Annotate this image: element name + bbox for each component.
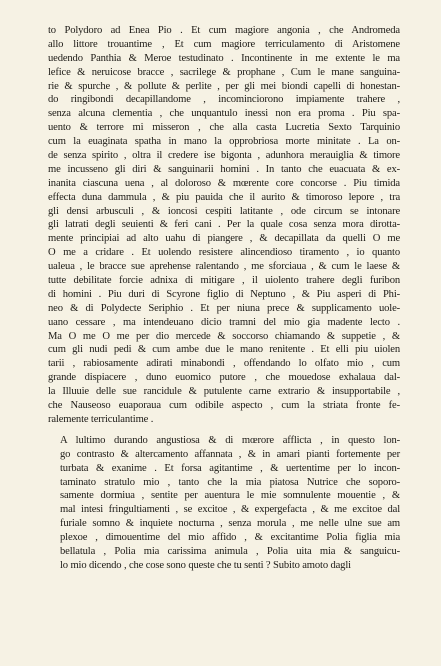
text-line: plexoe , dimouentime del mio affido , & excitantime Polia figlia mia xyxy=(60,532,400,544)
text-line: bellatula , Polia mia carissima animula , Polia uita mia & sanguicu- xyxy=(60,545,400,557)
text-line: uano cessare , ma intendeuano dicio tramni del mio gia madente lecto . xyxy=(48,316,400,328)
text-line: neo & di Polydecte Seriphio . Et per niuna prece & supplicamento uole- xyxy=(48,302,400,314)
text-line: rie & spurche , & pollute & perlite , per gli mei biondi capelli di honestan- xyxy=(48,80,400,92)
text-line: gli latrati degli seuienti & feri cani . Per la quale cosa senza mora dirotta- xyxy=(48,219,400,231)
text-line: cum gli nudi pedi & cum ambe due le mano renitente . Et elli piu uiolen xyxy=(48,344,400,356)
text-line: lefice & neruicose bracce , sacrilege & prophane , Cum le mane sanguina- xyxy=(48,66,400,78)
text-line: ualeua , le bracce sue aprehense ralentando , me sforciaua , & cum le laese & xyxy=(48,261,400,273)
text-line: to Polydoro ad Enea Pio . Et cum magiore angonia , che Andromeda xyxy=(48,25,400,36)
text-line: taminato stratulo mio , tanto che la mia piatosa Nutrice che soporo- xyxy=(60,476,400,488)
text-line: mal intesi fringultiamenti , se excitoe , & expergefacta , & me excitoe dal xyxy=(60,504,400,516)
text-line: allo littore trouantime , Et cum magiore terriculamento di Aristomene xyxy=(48,38,400,50)
text-line: ralemente terriculantime . xyxy=(48,413,154,425)
text-line: O me a cridare . Et uolendo resistere alincendioso tiramento , io quanto xyxy=(48,247,400,259)
paragraph-gap xyxy=(48,427,400,434)
text-line: senza alcuna clementia , che unquantulo inessi non era proma . Piu spa- xyxy=(48,108,400,120)
text-line: di homini . Piu duri di Scyrone figlio di Neptuno , & Piu asperi di Phi- xyxy=(48,288,400,300)
text-line: furiale somno & inquiete nocturna , senza morula , me nelle ulne sue am xyxy=(60,518,400,530)
text-line: go contrasto & altercamento affannata , & in amari pianti fortemente per xyxy=(60,448,400,460)
text-line: mente principiai ad alto uahu di piangere , & decapillata da quelli O me xyxy=(48,233,400,245)
text-line: turbata & exanime . Et forsa agitantime , & uertentime per lo incon- xyxy=(60,462,400,474)
text-line: uento & terrore mi misseron , che alla casta Lucretia Sexto Tarquinio xyxy=(48,122,400,134)
text-line: tarii , rabiosamente adirati minabondi , offendando lo olfato mio , cum xyxy=(48,358,400,370)
text-line: grande dispiacere , duno euomico putore , che mouedose exhalaua dal- xyxy=(48,372,400,384)
page-text xyxy=(48,24,400,573)
text-line: lo mio dicendo , che cose sono queste che tu senti ? Subito amoto dagli xyxy=(60,559,351,571)
text-line: me incusseno gli diri & sanguinarii homini . In tanto che euacuata & ex- xyxy=(48,163,400,175)
text-line: la Illuuie delle sue rancidule & putulente carne extrario & insupportabile , xyxy=(48,386,400,398)
text-line: inanita ciascuna uena , al doloroso & mœrente core concorse . Piu timida xyxy=(48,177,400,189)
paragraph-1 xyxy=(48,24,400,427)
text-line: do ringibondi decapillandome , incominciorono impiamente trahere , xyxy=(48,94,400,106)
text-line: uedendo Panthia & Meroe testudinato . Incontinente in me extente le ma xyxy=(48,52,400,64)
text-line: effecta duna dammula , & piu pauida che il aurito & timoroso lepore , tra xyxy=(48,191,400,203)
text-line: A lultimo durando angustiosa & di mœrore afflicta , in questo lon- xyxy=(60,434,400,446)
text-line: de senza spirito , oltra il credere ise bigonta , adunhora merauiglia & timore xyxy=(48,150,400,162)
text-line: Ma O me O me per dio mercede & soccorso chiamando & suppetie , & xyxy=(48,330,400,342)
text-line: cum la euaginata spatha in mano la opprobriosa morte minitate . La on- xyxy=(48,136,400,148)
text-line: tutte debilitate forcie adnixa di mitigare , il uiolento trahere degli furibon xyxy=(48,275,400,287)
paragraph-2 xyxy=(48,434,400,573)
text-line: che Nauseoso euaporaua cum odibile aspecto , cum la striata fronte fe- xyxy=(48,400,400,412)
text-line: gli densi arbusculi , & ioncosi cespiti latitante , ode circum se intonare xyxy=(48,205,400,217)
text-line: samente dormiua , sentite per auentura le mie somnulente mouentie , & xyxy=(60,490,400,502)
